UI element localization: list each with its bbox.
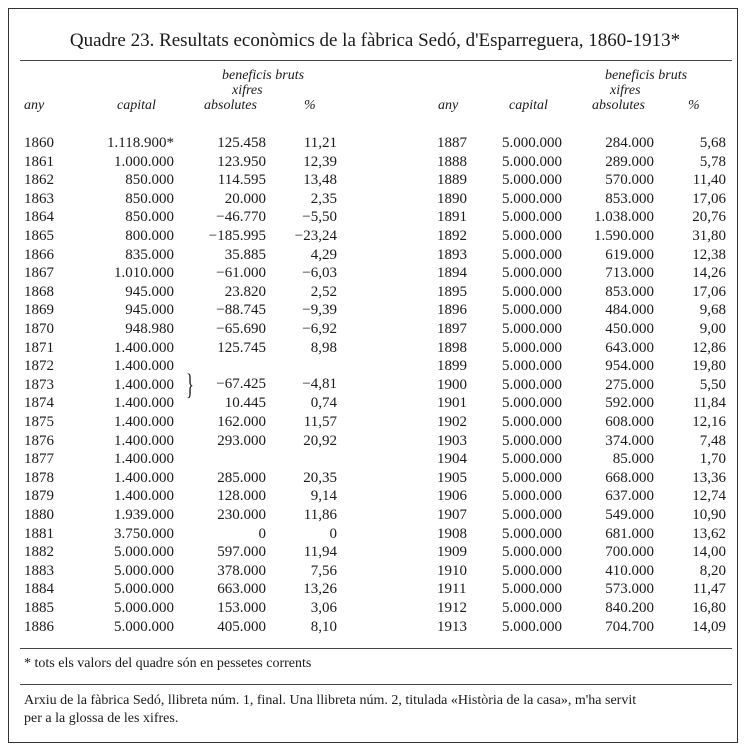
- cell-absolutes: 840.200: [605, 600, 654, 616]
- cell-any: 1913: [437, 618, 467, 635]
- cell-pct: −23,24: [294, 228, 337, 244]
- cell-any: 1886: [24, 618, 54, 635]
- cell-absolutes: 23.820: [224, 283, 266, 300]
- cell-any: 1878: [24, 469, 54, 486]
- cell-capital: 5.000.000: [502, 172, 562, 189]
- cell-any: 1867: [24, 265, 54, 282]
- cell-pct: 13,26: [303, 581, 337, 598]
- cell-absolutes: 681.000: [605, 525, 654, 542]
- merged-row-1872-1873: [0, 375, 750, 394]
- cell-capital: 3.750.000: [114, 525, 174, 542]
- cell-capital: 850.000: [125, 190, 174, 207]
- table-row: [0, 432, 750, 451]
- cell-pct: 0,74: [310, 395, 337, 412]
- cell-pct: 13,48: [303, 172, 337, 189]
- cell-absolutes: 410.000: [605, 562, 654, 579]
- cell-capital: 5.000.000: [502, 544, 562, 561]
- cell-capital: 5.000.000: [114, 562, 174, 579]
- cell-any: 1875: [24, 414, 54, 430]
- cell-capital: 5.000.000: [502, 265, 562, 282]
- cell-absolutes: −61.000: [216, 265, 266, 282]
- cell-capital: 945.000: [125, 283, 174, 300]
- cell-absolutes: 450.000: [605, 321, 654, 337]
- cell-pct: 12,39: [303, 153, 337, 170]
- table-row: [0, 283, 750, 302]
- cell-any: 1884: [24, 581, 54, 598]
- cell-absolutes: 162.000: [217, 414, 266, 430]
- cell-capital: 5.000.000: [502, 302, 562, 319]
- cell-any: 1861: [24, 153, 54, 170]
- cell-capital: 5.000.000: [114, 544, 174, 561]
- cell-any: 1877: [24, 451, 54, 468]
- cell-pct: −6,92: [302, 321, 337, 337]
- cell-capital: 5.000.000: [502, 414, 562, 430]
- cell-capital: 5.000.000: [502, 451, 562, 468]
- cell-absolutes: 123.950: [217, 153, 266, 170]
- cell-any: 1910: [437, 562, 467, 579]
- table-row: [0, 450, 750, 469]
- cell-pct: 12,74: [692, 488, 726, 505]
- cell-any: 1876: [24, 432, 54, 449]
- cell-absolutes: 284.000: [605, 135, 654, 151]
- cell-absolutes: 608.000: [605, 414, 654, 430]
- cell-pct: 5,78: [699, 153, 726, 170]
- table-row: [0, 618, 750, 637]
- cell-pct: 14,26: [692, 265, 726, 282]
- cell-capital: 5.000.000: [502, 395, 562, 412]
- cell-absolutes: 592.000: [605, 395, 654, 412]
- cell-absolutes: 700.000: [605, 544, 654, 561]
- cell-capital: 5.000.000: [502, 190, 562, 207]
- table-row: [0, 599, 750, 618]
- header-any-right: any: [438, 98, 459, 113]
- table-row: [0, 580, 750, 599]
- cell-any: 1887: [437, 135, 467, 151]
- cell-absolutes: −88.745: [216, 302, 266, 319]
- cell-pct: 2,52: [310, 283, 337, 300]
- cell-capital: 5.000.000: [502, 376, 562, 393]
- cell-any: 1911: [437, 581, 467, 598]
- cell-capital: 5.000.000: [502, 283, 562, 300]
- cell-any: 1868: [24, 283, 54, 300]
- table-row: [0, 301, 750, 320]
- cell-absolutes: 275.000: [605, 376, 654, 393]
- cell-absolutes: 230.000: [217, 507, 266, 523]
- cell-pct: 12,16: [692, 414, 726, 430]
- cell-any: 1908: [437, 525, 467, 542]
- cell-pct: 19,80: [692, 358, 726, 375]
- cell-capital: 5.000.000: [502, 507, 562, 523]
- table-row: [0, 190, 750, 209]
- cell-pct: 7,48: [699, 432, 726, 449]
- cell-capital: 945.000: [125, 302, 174, 319]
- table-row: [0, 153, 750, 172]
- cell-absolutes: 484.000: [605, 302, 654, 319]
- footer-rule: [20, 648, 732, 649]
- table-row: [0, 357, 750, 376]
- cell-capital: 1.400.000: [114, 469, 174, 486]
- cell-pct: 14,00: [692, 544, 726, 561]
- header-any-left: any: [24, 98, 45, 113]
- cell-any: 1889: [437, 172, 467, 189]
- cell-absolutes: 643.000: [605, 339, 654, 356]
- source-line-2: per a la glossa de les xifres.: [24, 711, 179, 726]
- cell-any: 1880: [24, 507, 54, 523]
- table-row: [0, 525, 750, 544]
- header-absolutes-left: absolutes: [204, 98, 257, 113]
- cell-absolutes: 1.038.000: [594, 209, 654, 226]
- header-capital-left: capital: [117, 98, 156, 113]
- cell-capital: 5.000.000: [114, 581, 174, 598]
- source-rule: [20, 684, 732, 685]
- cell-capital: 5.000.000: [502, 432, 562, 449]
- cell-any: 1904: [437, 451, 467, 468]
- cell-pct: 20,35: [303, 469, 337, 486]
- cell-capital: 5.000.000: [502, 339, 562, 356]
- cell-capital: 1.939.000: [114, 507, 174, 523]
- cell-capital: 5.000.000: [502, 153, 562, 170]
- cell-absolutes: −46.770: [216, 209, 266, 226]
- cell-any: 1872: [24, 358, 54, 375]
- cell-pct: 7,56: [310, 562, 337, 579]
- cell-pct: 12,86: [692, 339, 726, 356]
- cell-capital: 1.400.000: [114, 395, 174, 412]
- cell-any: 1873: [24, 376, 54, 393]
- cell-capital: 5.000.000: [502, 488, 562, 505]
- cell-absolutes: 549.000: [605, 507, 654, 523]
- cell-pct: 4,29: [310, 246, 337, 263]
- merged-absolutes: −67.425: [216, 376, 266, 392]
- table-row: [0, 320, 750, 339]
- cell-capital: 5.000.000: [502, 246, 562, 263]
- cell-pct: 8,10: [310, 618, 337, 635]
- title-rule: [20, 60, 732, 61]
- header-pct-left: %: [304, 98, 316, 113]
- cell-absolutes: 619.000: [605, 246, 654, 263]
- cell-any: 1907: [437, 507, 467, 523]
- cell-capital: 5.000.000: [502, 600, 562, 616]
- cell-capital: 850.000: [125, 172, 174, 189]
- cell-any: 1896: [437, 302, 467, 319]
- cell-pct: 9,68: [699, 302, 726, 319]
- cell-pct: 13,36: [692, 469, 726, 486]
- cell-any: 1870: [24, 321, 54, 337]
- cell-pct: 11,47: [692, 581, 726, 598]
- table-title: Quadre 23. Resultats econòmics de la fàbrica Sedó, d'Esparreguera, 1860-1913*: [69, 30, 681, 51]
- cell-any: 1903: [437, 432, 467, 449]
- cell-capital: 5.000.000: [502, 321, 562, 337]
- cell-any: 1882: [24, 544, 54, 561]
- cell-any: 1890: [437, 190, 467, 207]
- table-row: [0, 413, 750, 432]
- cell-absolutes: 378.000: [217, 562, 266, 579]
- cell-capital: 835.000: [125, 246, 174, 263]
- cell-pct: 8,20: [699, 562, 726, 579]
- table-row: [0, 506, 750, 525]
- cell-any: 1869: [24, 302, 54, 319]
- cell-any: 1883: [24, 562, 54, 579]
- table-row: [0, 171, 750, 190]
- cell-absolutes: 1.590.000: [594, 228, 654, 244]
- cell-pct: 2,35: [310, 190, 337, 207]
- cell-absolutes: 153.000: [217, 600, 266, 616]
- table-row: [0, 227, 750, 246]
- cell-any: 1874: [24, 395, 54, 412]
- table-row: [0, 134, 750, 153]
- table-row: [0, 264, 750, 283]
- header-capital-right: capital: [509, 98, 548, 113]
- table-row: [0, 339, 750, 358]
- cell-absolutes: 289.000: [605, 153, 654, 170]
- cell-absolutes: −65.690: [216, 321, 266, 337]
- cell-pct: 12,38: [692, 246, 726, 263]
- cell-absolutes: 125.458: [217, 135, 266, 151]
- cell-capital: 1.118.900*: [107, 135, 174, 151]
- brace-1872-1873: }: [186, 368, 194, 401]
- cell-capital: 5.000.000: [502, 469, 562, 486]
- cell-any: 1898: [437, 339, 467, 356]
- header-beneficis-right: beneficis bruts: [605, 68, 688, 83]
- cell-any: 1860: [24, 135, 54, 151]
- table-row: [0, 394, 750, 413]
- cell-absolutes: 853.000: [605, 283, 654, 300]
- cell-capital: 5.000.000: [114, 600, 174, 616]
- cell-pct: 17,06: [692, 190, 726, 207]
- cell-absolutes: 35.885: [224, 246, 266, 263]
- header-beneficis-left: beneficis bruts: [222, 68, 305, 83]
- cell-pct: 20,76: [692, 209, 726, 226]
- table-row: [0, 208, 750, 227]
- source-line-1: Arxiu de la fàbrica Sedó, llibreta núm. 1, final. Una llibreta núm. 2, titulada «Història de la casa», m'ha servit: [24, 693, 637, 708]
- cell-pct: 20,92: [303, 432, 337, 449]
- table-row: [0, 543, 750, 562]
- cell-any: 1901: [437, 395, 467, 412]
- cell-pct: 16,80: [692, 600, 726, 616]
- cell-capital: 1.010.000: [114, 265, 174, 282]
- cell-capital: 5.000.000: [502, 618, 562, 635]
- cell-absolutes: 125.745: [217, 339, 266, 356]
- cell-any: 1866: [24, 246, 54, 263]
- cell-absolutes: 704.700: [605, 618, 654, 635]
- cell-absolutes: 597.000: [217, 544, 266, 561]
- cell-pct: 1,70: [699, 451, 726, 468]
- cell-any: 1894: [437, 265, 467, 282]
- cell-absolutes: 637.000: [605, 488, 654, 505]
- cell-any: 1879: [24, 488, 54, 505]
- cell-absolutes: 285.000: [217, 469, 266, 486]
- cell-absolutes: 663.000: [217, 581, 266, 598]
- cell-any: 1909: [437, 544, 467, 561]
- cell-any: 1865: [24, 228, 54, 244]
- cell-capital: 1.400.000: [114, 432, 174, 449]
- cell-absolutes: 954.000: [605, 358, 654, 375]
- cell-absolutes: 570.000: [605, 172, 654, 189]
- cell-any: 1864: [24, 209, 54, 226]
- cell-pct: 0: [329, 525, 337, 542]
- cell-capital: 948.980: [125, 321, 174, 337]
- cell-capital: 1.400.000: [114, 414, 174, 430]
- cell-any: 1888: [437, 153, 467, 170]
- table-row: [0, 487, 750, 506]
- cell-pct: −9,39: [302, 302, 337, 319]
- header-pct-right: %: [688, 98, 700, 113]
- cell-any: 1906: [437, 488, 467, 505]
- cell-capital: 5.000.000: [502, 228, 562, 244]
- cell-any: 1899: [437, 358, 467, 375]
- cell-any: 1885: [24, 600, 54, 616]
- cell-pct: 11,94: [303, 544, 337, 561]
- cell-capital: 850.000: [125, 209, 174, 226]
- cell-any: 1895: [437, 283, 467, 300]
- cell-capital: 1.400.000: [114, 339, 174, 356]
- cell-any: 1862: [24, 172, 54, 189]
- cell-capital: 5.000.000: [502, 358, 562, 375]
- cell-capital: 1.400.000: [114, 451, 174, 468]
- cell-any: 1893: [437, 246, 467, 263]
- cell-any: 1892: [437, 228, 467, 244]
- cell-pct: 9,00: [699, 321, 726, 337]
- cell-absolutes: 128.000: [217, 488, 266, 505]
- cell-capital: 5.000.000: [502, 562, 562, 579]
- cell-any: 1905: [437, 469, 467, 486]
- cell-any: 1912: [437, 600, 467, 616]
- cell-absolutes: 0: [258, 525, 266, 542]
- cell-any: 1902: [437, 414, 467, 430]
- cell-absolutes: 668.000: [605, 469, 654, 486]
- cell-any: 1881: [24, 525, 54, 542]
- cell-capital: 1.400.000: [114, 358, 174, 375]
- cell-absolutes: 85.000: [612, 451, 654, 468]
- cell-absolutes: 10.445: [224, 395, 266, 412]
- cell-capital: 5.000.000: [114, 618, 174, 635]
- cell-capital: 800.000: [125, 228, 174, 244]
- cell-absolutes: 114.595: [217, 172, 266, 189]
- cell-any: 1871: [24, 339, 54, 356]
- cell-capital: 1.000.000: [114, 153, 174, 170]
- cell-capital: 5.000.000: [502, 209, 562, 226]
- header-xifres-right: xifres: [610, 83, 641, 98]
- cell-capital: 5.000.000: [502, 525, 562, 542]
- cell-absolutes: −185.995: [208, 228, 266, 244]
- cell-pct: 14,09: [692, 618, 726, 635]
- cell-pct: 31,80: [692, 228, 726, 244]
- cell-capital: 5.000.000: [502, 135, 562, 151]
- cell-pct: 8,98: [310, 339, 337, 356]
- cell-any: 1863: [24, 190, 54, 207]
- table-row: [0, 469, 750, 488]
- merged-pct: −4,81: [302, 376, 337, 392]
- cell-absolutes: 713.000: [605, 265, 654, 282]
- cell-any: 1900: [437, 376, 467, 393]
- cell-capital: 5.000.000: [502, 581, 562, 598]
- footnote: * tots els valors del quadre són en pessetes corrents: [24, 656, 312, 671]
- cell-pct: 5,50: [699, 376, 726, 393]
- cell-pct: 11,21: [303, 135, 337, 151]
- cell-pct: 11,57: [303, 414, 337, 430]
- cell-absolutes: 20.000: [224, 190, 266, 207]
- cell-pct: 17,06: [692, 283, 726, 300]
- cell-pct: −6,03: [302, 265, 337, 282]
- cell-absolutes: 853.000: [605, 190, 654, 207]
- table-row: [0, 246, 750, 265]
- cell-any: 1897: [437, 321, 467, 337]
- cell-pct: 13,62: [692, 525, 726, 542]
- header-xifres-left: xifres: [232, 83, 263, 98]
- cell-absolutes: 405.000: [217, 618, 266, 635]
- cell-pct: 3,06: [310, 600, 337, 616]
- cell-pct: 10,90: [692, 507, 726, 523]
- cell-pct: 11,84: [692, 395, 726, 412]
- cell-capital: 1.400.000: [114, 376, 174, 393]
- cell-pct: 11,40: [692, 172, 726, 189]
- cell-pct: −5,50: [302, 209, 337, 226]
- cell-pct: 5,68: [699, 135, 726, 151]
- cell-absolutes: 293.000: [217, 432, 266, 449]
- table-row: [0, 562, 750, 581]
- cell-absolutes: 573.000: [605, 581, 654, 598]
- cell-capital: 1.400.000: [114, 488, 174, 505]
- cell-pct: 11,86: [303, 507, 337, 523]
- cell-absolutes: 374.000: [605, 432, 654, 449]
- cell-any: 1891: [437, 209, 467, 226]
- header-absolutes-right: absolutes: [592, 98, 645, 113]
- cell-pct: 9,14: [310, 488, 337, 505]
